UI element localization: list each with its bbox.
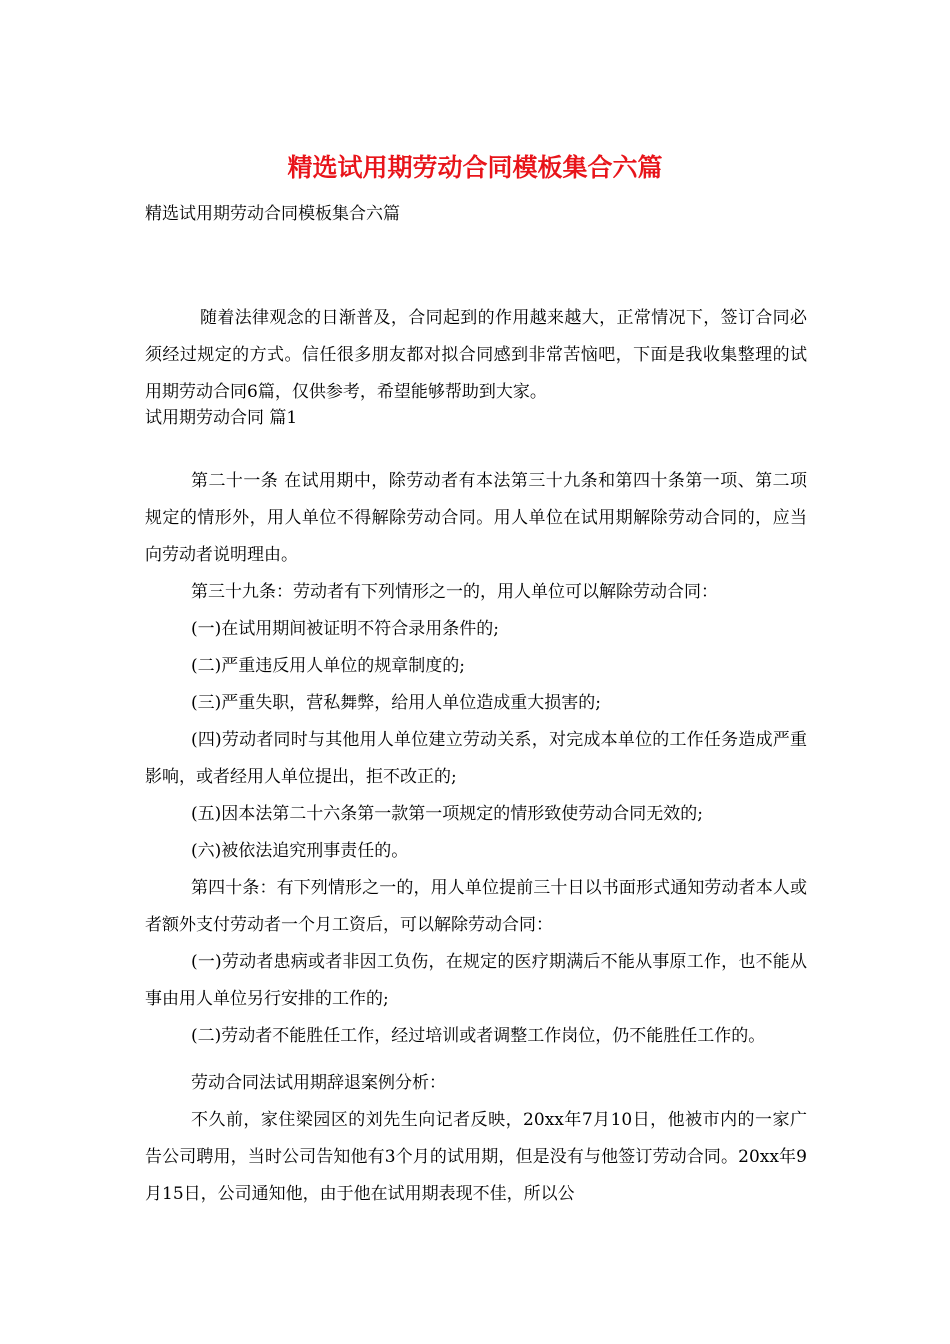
article-39-item-4: (四)劳动者同时与其他用人单位建立劳动关系，对完成本单位的工作任务造成严重影响，或者经用人单位提出，拒不改正的;: [145, 730, 807, 787]
section-heading: 试用期劳动合同 篇1: [145, 408, 298, 428]
article-39-item-6: (六)被依法追究刑事责任的。: [191, 841, 409, 861]
article-39-item-5: (五)因本法第二十六条第一款第一项规定的情形致使劳动合同无效的;: [191, 804, 703, 824]
document-body: [145, 300, 807, 1213]
article-40-item-1: (一)劳动者患病或者非因工负伤，在规定的医疗期满后不能从事原工作，也不能从事由用人单位另行安排的工作的;: [145, 952, 807, 1009]
intro-paragraph: 随着法律观念的日渐普及，合同起到的作用越来越大，正常情况下，签订合同必须经过规定的方式。信任很多朋友都对拟合同感到非常苦恼吧，下面是我收集整理的试用期劳动合同6篇，仅供参考，希望能够帮助到大家。: [145, 308, 807, 402]
document-title: 精选试用期劳动合同模板集合六篇: [287, 153, 663, 182]
article-21-paragraph: 第二十一条 在试用期中，除劳动者有本法第三十九条和第四十条第一项、第二项规定的情形外，用人单位不得解除劳动合同。用人单位在试用期解除劳动合同的，应当向劳动者说明理由。: [145, 471, 807, 565]
article-40-paragraph: 第四十条：有下列情形之一的，用人单位提前三十日以书面形式通知劳动者本人或者额外支付劳动者一个月工资后，可以解除劳动合同：: [145, 878, 807, 935]
article-39-item-3: (三)严重失职，营私舞弊，给用人单位造成重大损害的;: [191, 693, 601, 713]
article-40-item-2: (二)劳动者不能胜任工作，经过培训或者调整工作岗位，仍不能胜任工作的。: [191, 1026, 766, 1046]
document-subtitle: 精选试用期劳动合同模板集合六篇: [145, 204, 400, 224]
case-analysis-heading: 劳动合同法试用期辞退案例分析：: [191, 1073, 446, 1093]
case-paragraph: 不久前，家住梁园区的刘先生向记者反映，20xx年7月10日，他被市内的一家广告公司聘用，当时公司告知他有3个月的试用期，但是没有与他签订劳动合同。20xx年9月15日，公司通知他，由于他在试用期表现不佳，所以公: [145, 1110, 807, 1204]
article-39-paragraph: 第三十九条：劳动者有下列情形之一的，用人单位可以解除劳动合同：: [191, 582, 718, 602]
article-39-item-1: (一)在试用期间被证明不符合录用条件的;: [191, 619, 499, 639]
article-39-item-2: (二)严重违反用人单位的规章制度的;: [191, 656, 465, 676]
